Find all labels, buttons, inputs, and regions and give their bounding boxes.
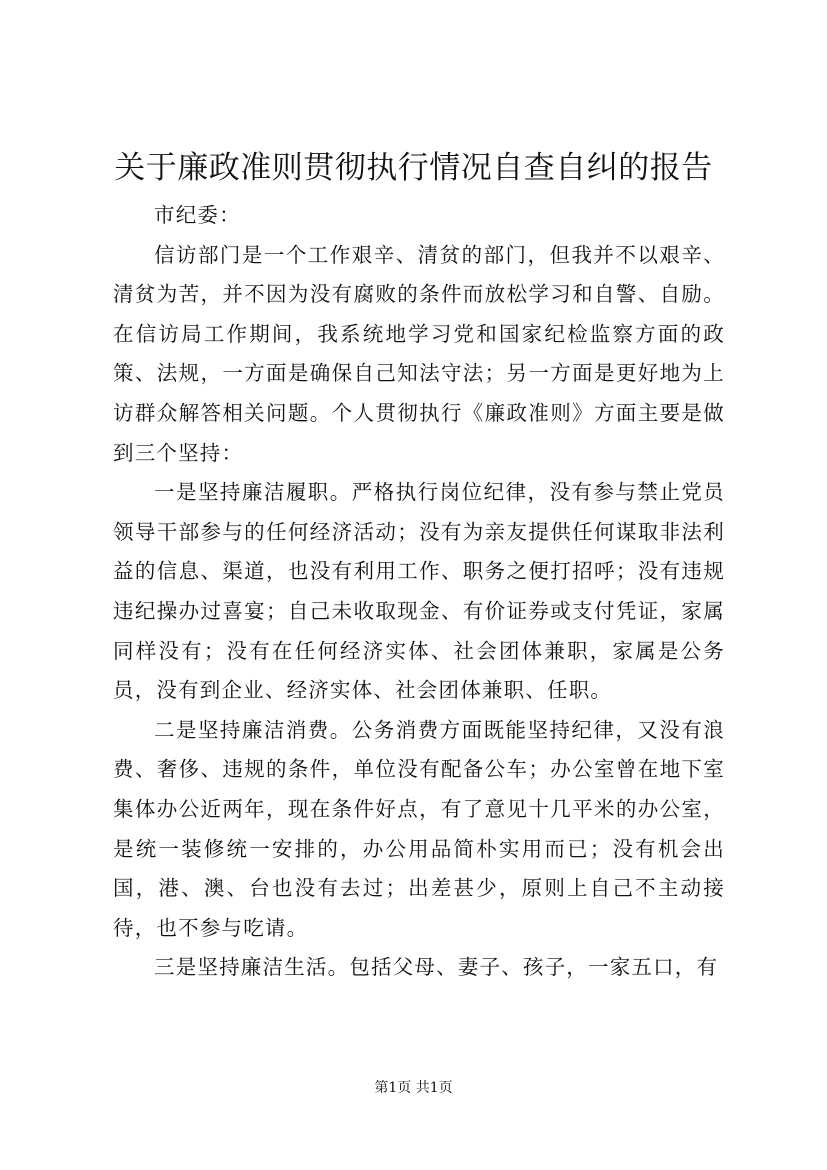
page-number-footer: 第1页 共1页 xyxy=(374,1080,453,1096)
paragraph-point-one: 一是坚持廉洁履职。严格执行岗位纪律，没有参与禁止党员领导干部参与的任何经济活动；没有为亲友提供任何谋取非法利益的信息、渠道，也没有利用工作、职务之便打招呼；没有违规违纪操办过喜宴；自己未收取现金、有价证券或支付凭证，家属同样没有；没有在任何经济实体、社会团体兼职，家属是公务员，没有到企业、经济实体、社会团体兼职、任职。 xyxy=(113,480,725,703)
document-body xyxy=(113,196,725,988)
document-title: 关于廉政准则贯彻执行情况自查自纠的报告 xyxy=(114,150,713,186)
salutation: 市纪委： xyxy=(154,203,241,227)
paragraph-point-two: 二是坚持廉洁消费。公务消费方面既能坚持纪律，又没有浪费、奢侈、违规的条件，单位没有配备公车；办公室曾在地下室集体办公近两年，现在条件好点，有了意见十几平米的办公室，是统一装修统一安排的，办公用品简朴实用而已；没有机会出国，港、澳、台也没有去过；出差甚少，原则上自己不主动接待，也不参与吃请。 xyxy=(113,717,725,940)
paragraph-point-three: 三是坚持廉洁生活。包括父母、妻子、孩子，一家五口，有 xyxy=(154,955,719,980)
paragraph-intro: 信访部门是一个工作艰辛、清贫的部门，但我并不以艰辛、清贫为苦，并不因为没有腐败的条件而放松学习和自警、自励。在信访局工作期间，我系统地学习党和国家纪检监察方面的政策、法规，一方面是确保自己知法守法；另一方面是更好地为上访群众解答相关问题。个人贯彻执行《廉政准则》方面主要是做到三个坚持： xyxy=(113,242,725,465)
